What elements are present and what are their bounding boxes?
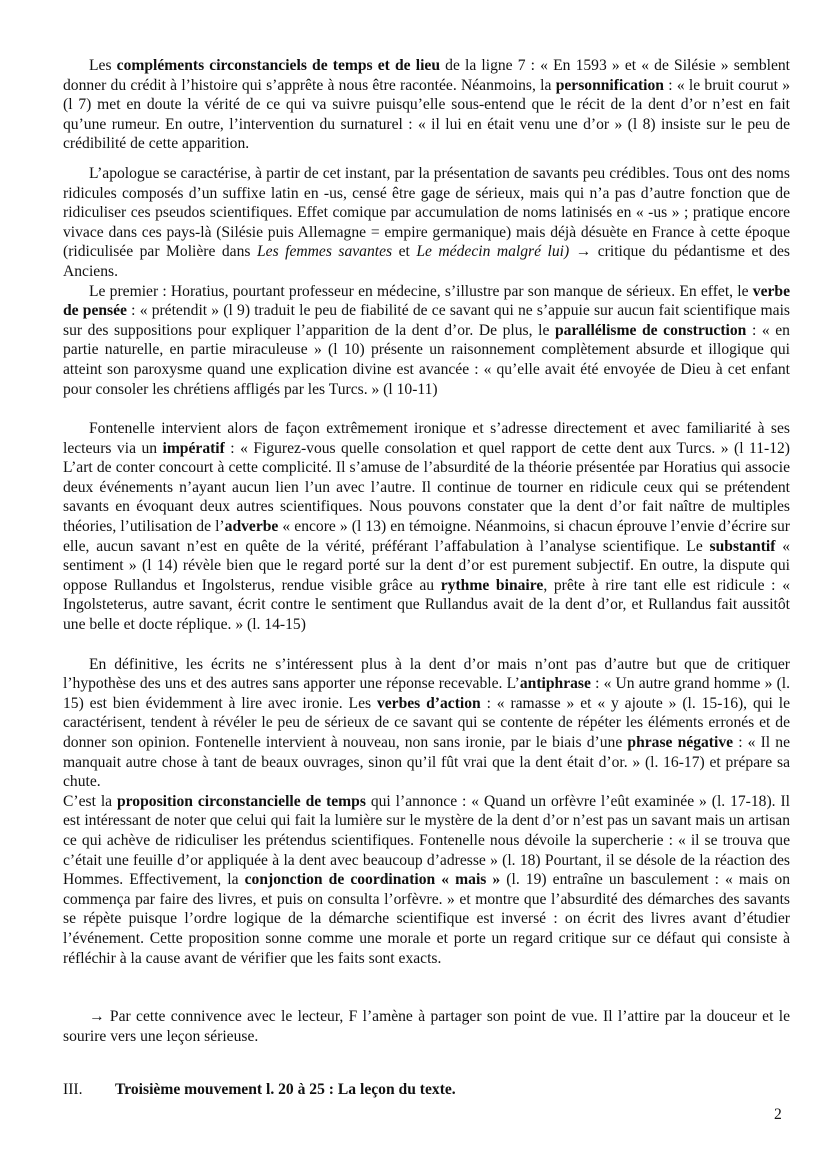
section-number: III.: [63, 1081, 83, 1098]
emphasis-term: parallélisme de construction: [554, 321, 747, 339]
text-run: : « en partie naturelle, en partie miraculeuse » (l 10) présente un raisonnement complètement absurde et illogique qui atteint son paroxysme quand une explication divine est avancée : « qu’elle avait été envoyée de Dieu à cet enfant pour consoler les chrétiens affligés par les Turcs. » (l 10-11): [63, 321, 790, 398]
text-run: : « ramasse » et « y ajoute » (l. 15-16), qui le caractérisent, tendent à révéler le peu de sérieux de ce savant qui se contente de répéter les éléments erronés et de donner son opinion. Fontenelle intervient à nouveau, non sans ironie, par le biais d’une: [63, 694, 791, 751]
emphasis-term: antiphrase: [519, 675, 591, 693]
text-run: : « Il ne manquait autre chose à tant de beaux ouvrages, sinon qu’il fût vrai que la dent était d’or. » (l. 16-17) et prépare sa chute.: [63, 734, 790, 791]
emphasis-term: rythme binaire: [440, 576, 544, 594]
paragraph-horatius: [63, 282, 790, 400]
emphasis-term: compléments circonstanciels de temps et de lieu: [116, 57, 441, 74]
page-number: 2: [774, 1106, 782, 1123]
text-run: , prête à rire tant elle est ridicule : « Ingolsteterus, autre savant, écrit contre le sentiment que Rullandus avait de la dent d’or, et Rullandus fait aussitôt une belle et docte réplique. » (l. 14-15): [63, 576, 790, 634]
paragraph-proposition-temps: [63, 792, 790, 968]
emphasis-term: verbe de pensée: [63, 282, 790, 320]
text-run: : « Un autre grand homme » (l. 15) est bien évidemment à lire avec ironie. Les: [63, 675, 790, 712]
text-run: : « prétendit » (l 9) traduit le peu de fiabilité de ce savant qui ne s’appuie sur aucun fait scientifique mais sur des suppositions pour expliquer l’apparition de la dent d’or. De plus, le: [63, 302, 790, 339]
paragraph-apologue: [63, 164, 790, 282]
text-run: et: [392, 243, 417, 261]
text-run: (l. 19) entraîne un basculement : « mais on commença par faire des livres, et puis on consulta l’orfèvre. » et montre que l’absurdité des démarches des savants se répète puisque l’ordre logique de la démarche scientifique est inversé : on écrit des livres avant d’étudier l’événement. Cette proposition sonne comme une morale et porte un regard critique sur ce défaut qui consiste à réfléchir à la cause avant de vérifier que les faits sont exacts.: [63, 871, 790, 967]
section-title: Troisième mouvement l. 20 à 25 : La leçon du texte.: [115, 1081, 456, 1098]
emphasis-term: impératif: [162, 439, 225, 457]
text-run: : « le bruit courut » (l 7) met en doute la vérité de ce qui va suivre puisqu’elle sous-entend que le récit de la dent d’or n’est en fait qu’une rumeur. En outre, l’intervention du surnaturel : « il lui en était venu une d’or » (l 8) insiste sur le peu de crédibilité de cette apparition.: [63, 76, 791, 153]
paragraph-fontenelle-imperatif: [63, 419, 790, 635]
emphasis-term: personnification: [555, 76, 664, 94]
text-run: Le premier : Horatius, pourtant professeur en médecine, s’illustre par son manque de sérieux. En effet, le: [89, 282, 753, 300]
emphasis-term: conjonction de coordination « mais »: [244, 871, 501, 889]
text-run: : « Figurez-vous quelle consolation et quel rapport de cette dent aux Turcs. » (l 11-12) L’art de conter concourt à cette complicité. Il s’amuse de l’absurdité de la théorie présentée par Horatius qui associe deux événements n’ayant aucun lien l’un avec l’autre. Il continue de tourner en ridicule ceux qui se prétendent savants en évoquant deux autres scientifiques. Nous pouvons constater que la dent d’or fait naître de multiples théories, l’utilisation de l’: [63, 439, 790, 536]
emphasis-term: phrase négative: [627, 734, 734, 751]
text-run: « sentiment » (l 14) révèle bien que le regard porté sur la dent d’or est purement subjectif. En outre, la dispute qui oppose Rullandus et Ingolsterus, rendue visible grâce au: [63, 537, 791, 594]
text-run: « encore » (l 13) en témoigne. Néanmoins, si chacun éprouve l’envie d’écrire sur elle, aucun savant n’est en quête de la vérité, préférant l’affabulation à l’analyse scientifique. Le: [63, 518, 791, 555]
paragraph-en-definitive: [63, 655, 790, 792]
text-run: L’apologue se caractérise, à partir de cet instant, par la présentation de savants peu crédibles. Tous ont des noms ridicules composés d’un suffixe latin en -us, censé être gage de sérieux, mais qui n’a pas d’autre fonction que de ridiculiser ces pseudos scientifiques. Effet comique par accumulation de noms latinisés en « -us » ; pratique encore vivace dans ces pays-là (Silésie puis Allemagne = empire germanique) mais déjà désuète en France à cette époque (ridiculisée par Molière dans: [63, 164, 790, 261]
paragraph-conclusion: [63, 1007, 790, 1046]
emphasis-term: substantif: [709, 537, 776, 555]
emphasis-term: verbes d’action: [376, 694, 481, 712]
text-run: de la ligne 7 : « En 1593 » et « de Silésie » semblent donner du crédit à l’histoire qui s’apprête à nous être racontée. Néanmoins, la: [63, 57, 790, 94]
work-title: Le médecin malgré lui): [416, 243, 570, 261]
text-run: C’est la: [63, 792, 117, 810]
text-run: Les: [89, 57, 117, 74]
paragraph-circonstanciels: [63, 56, 790, 154]
text-run: → Par cette connivence avec le lecteur, F l’amène à partager son point de vue. Il l’attire par la douceur et le sourire vers une leçon sérieuse.: [63, 1008, 790, 1045]
text-run: En définitive, les écrits ne s’intéressent plus à la dent d’or mais n’ont pas d’autre but que de critiquer l’hypothèse des uns et des autres sans apporter une réponse recevable. L’: [63, 655, 790, 693]
work-title: Les femmes savantes: [256, 243, 393, 261]
text-run: Fontenelle intervient alors de façon extrêmement ironique et s’adresse directement et avec familiarité à ses lecteurs via un: [63, 420, 790, 457]
section-heading: [63, 1080, 790, 1100]
document-body: [63, 56, 790, 1046]
text-run: qui l’annonce : « Quand un orfèvre l’eût examinée » (l. 17-18). Il est intéressant de noter que celui qui fait la lumière sur le mystère de la dent d’or n’est pas un savant mais un artisan ce qui achève de ridiculiser les prétendus scientifiques. Fontenelle nous dévoile la supercherie : « il se trouva que c’était une feuille d’or appliquée à la dent avec beaucoup d’adresse » (l. 18) Pourtant, il se désole de la réaction des Hommes. Effectivement, la: [63, 792, 790, 889]
text-run: → critique du pédantisme et des Anciens.: [63, 243, 791, 280]
emphasis-term: adverbe: [224, 518, 279, 536]
emphasis-term: proposition circonstancielle de temps: [117, 792, 366, 810]
